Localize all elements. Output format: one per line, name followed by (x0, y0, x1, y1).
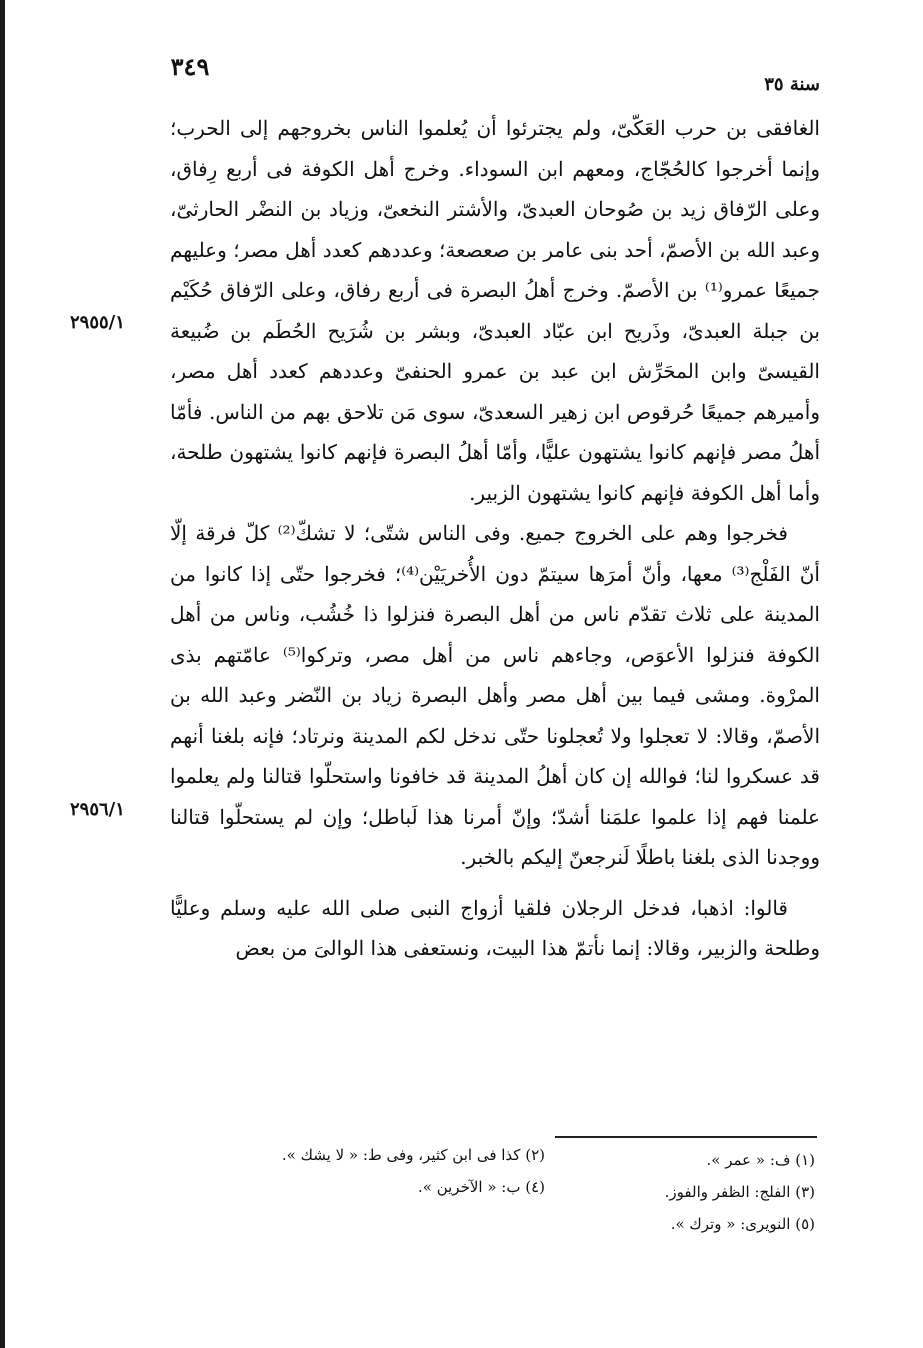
paragraph: قالوا: اذهبا، فدخل الرجلان فلقيا أزواج النبى صلى الله عليه وسلم وعليًّا وطلحة والزبير، وقالا: إنما نأتمّ هذا البيت، ونستعفى هذا الوالىَ من بعض (170, 895, 820, 960)
footnote: (٤) ب: « الآخرين ». (417, 1178, 545, 1196)
footnote: (٥) النويرى: « وترك ». (670, 1215, 815, 1233)
footnote: (١) ف: « عمر ». (706, 1151, 815, 1169)
footnote-divider (555, 1136, 817, 1138)
main-text (170, 108, 820, 969)
running-head: سنة ٣٥ (764, 74, 820, 95)
page-number: ٣٤٩ (170, 52, 210, 81)
paragraph: الغافقى بن حرب العَكّىّ، ولم يجترئوا أن يُعلموا الناس بخروجهم إلى الحرب؛ وإنما أخرجوا كالحُجّاج، ومعهم ابن السوداء. وخرج أهل الكوفة فى أربع رِفاق، وعلى الرّفاق زيد بن صُوحان العبدىّ، والأشتر النخعىّ، وزياد بن النضْر الحارثىّ، وعبد الله بن الأصمّ، أحد بنى عامر بن صعصعة؛ وعددهم كعدد أهل مصر؛ وعليهم جميعًا عمرو⁽¹⁾ بن الأصمّ. وخرج أهلُ البصرة فى أربع رفاق، وعلى الرّفاق حُكَيْم بن جبلة العبدىّ، وذَريح ابن عبّاد العبدىّ، وبشر بن شُرَيح الحُطَم بن ضُبيعة القيسىّ وابن المحَرِّش ابن عبد بن عمرو الحنفىّ وعددهم كعدد أهل مصر، وأميرهم جميعًا حُرقوص ابن زهير السعدىّ، سوى مَن تلاحق بهم من الناس. فأمّا أهلُ مصر فإنهم كانوا يشتهون عليًّا، وأمّا أهلُ البصرة فإنهم كانوا يشتهون طلحة، وأما أهل الكوفة فإنهم كانوا يشتهون الزبير. (170, 116, 820, 505)
page-edge (0, 0, 5, 1348)
paragraph: فخرجوا وهم على الخروج جميع. وفى الناس شتّى؛ لا تشكّ⁽²⁾ كلّ فرقة إلّا أنّ الفَلْج⁽³⁾ معها، وأنّ أمرَها سيتمّ دون الأُخريَيْن⁽⁴⁾؛ فخرجوا حتّى إذا كانوا من المدينة على ثلاث تقدّم ناس من أهل البصرة فنزلوا ذا خُشُب، وناس من أهل الكوفة فنزلوا الأعوَص، وجاءهم ناس من أهل مصر، وتركوا⁽⁵⁾ عامّتهم بذى المرْوة. ومشى فيما بين أهل مصر وأهل البصرة زياد بن النّضر وعبد الله بن الأصمّ، وقالا: لا تعجلوا ولا تُعجلونا حتّى ندخل لكم المدينة ونرتاد؛ فإنه بلغنا أنهم قد عسكروا لنا؛ فوالله إن كان أهلُ المدينة قد خافونا واستحلّوا قتالنا ولم يعلموا علمنا فهم إذا علموا علمَنا أشدّ؛ وإنّ أمرنا هذا لَباطل؛ وإن لم يستحلّوا قتالنا ووجدنا الذى بلغنا باطلًا لَنرجعنّ إليكم بالخبر. (170, 521, 821, 869)
footnote: (٢) كذا فى ابن كثير، وفى ط: « لا يشك ». (281, 1146, 545, 1164)
marginal-note: ٢٩٥٥/١ (70, 312, 125, 333)
marginal-note: ٢٩٥٦/١ (70, 799, 125, 820)
footnote: (٣) الفلج: الظفر والفوز. (664, 1183, 815, 1201)
